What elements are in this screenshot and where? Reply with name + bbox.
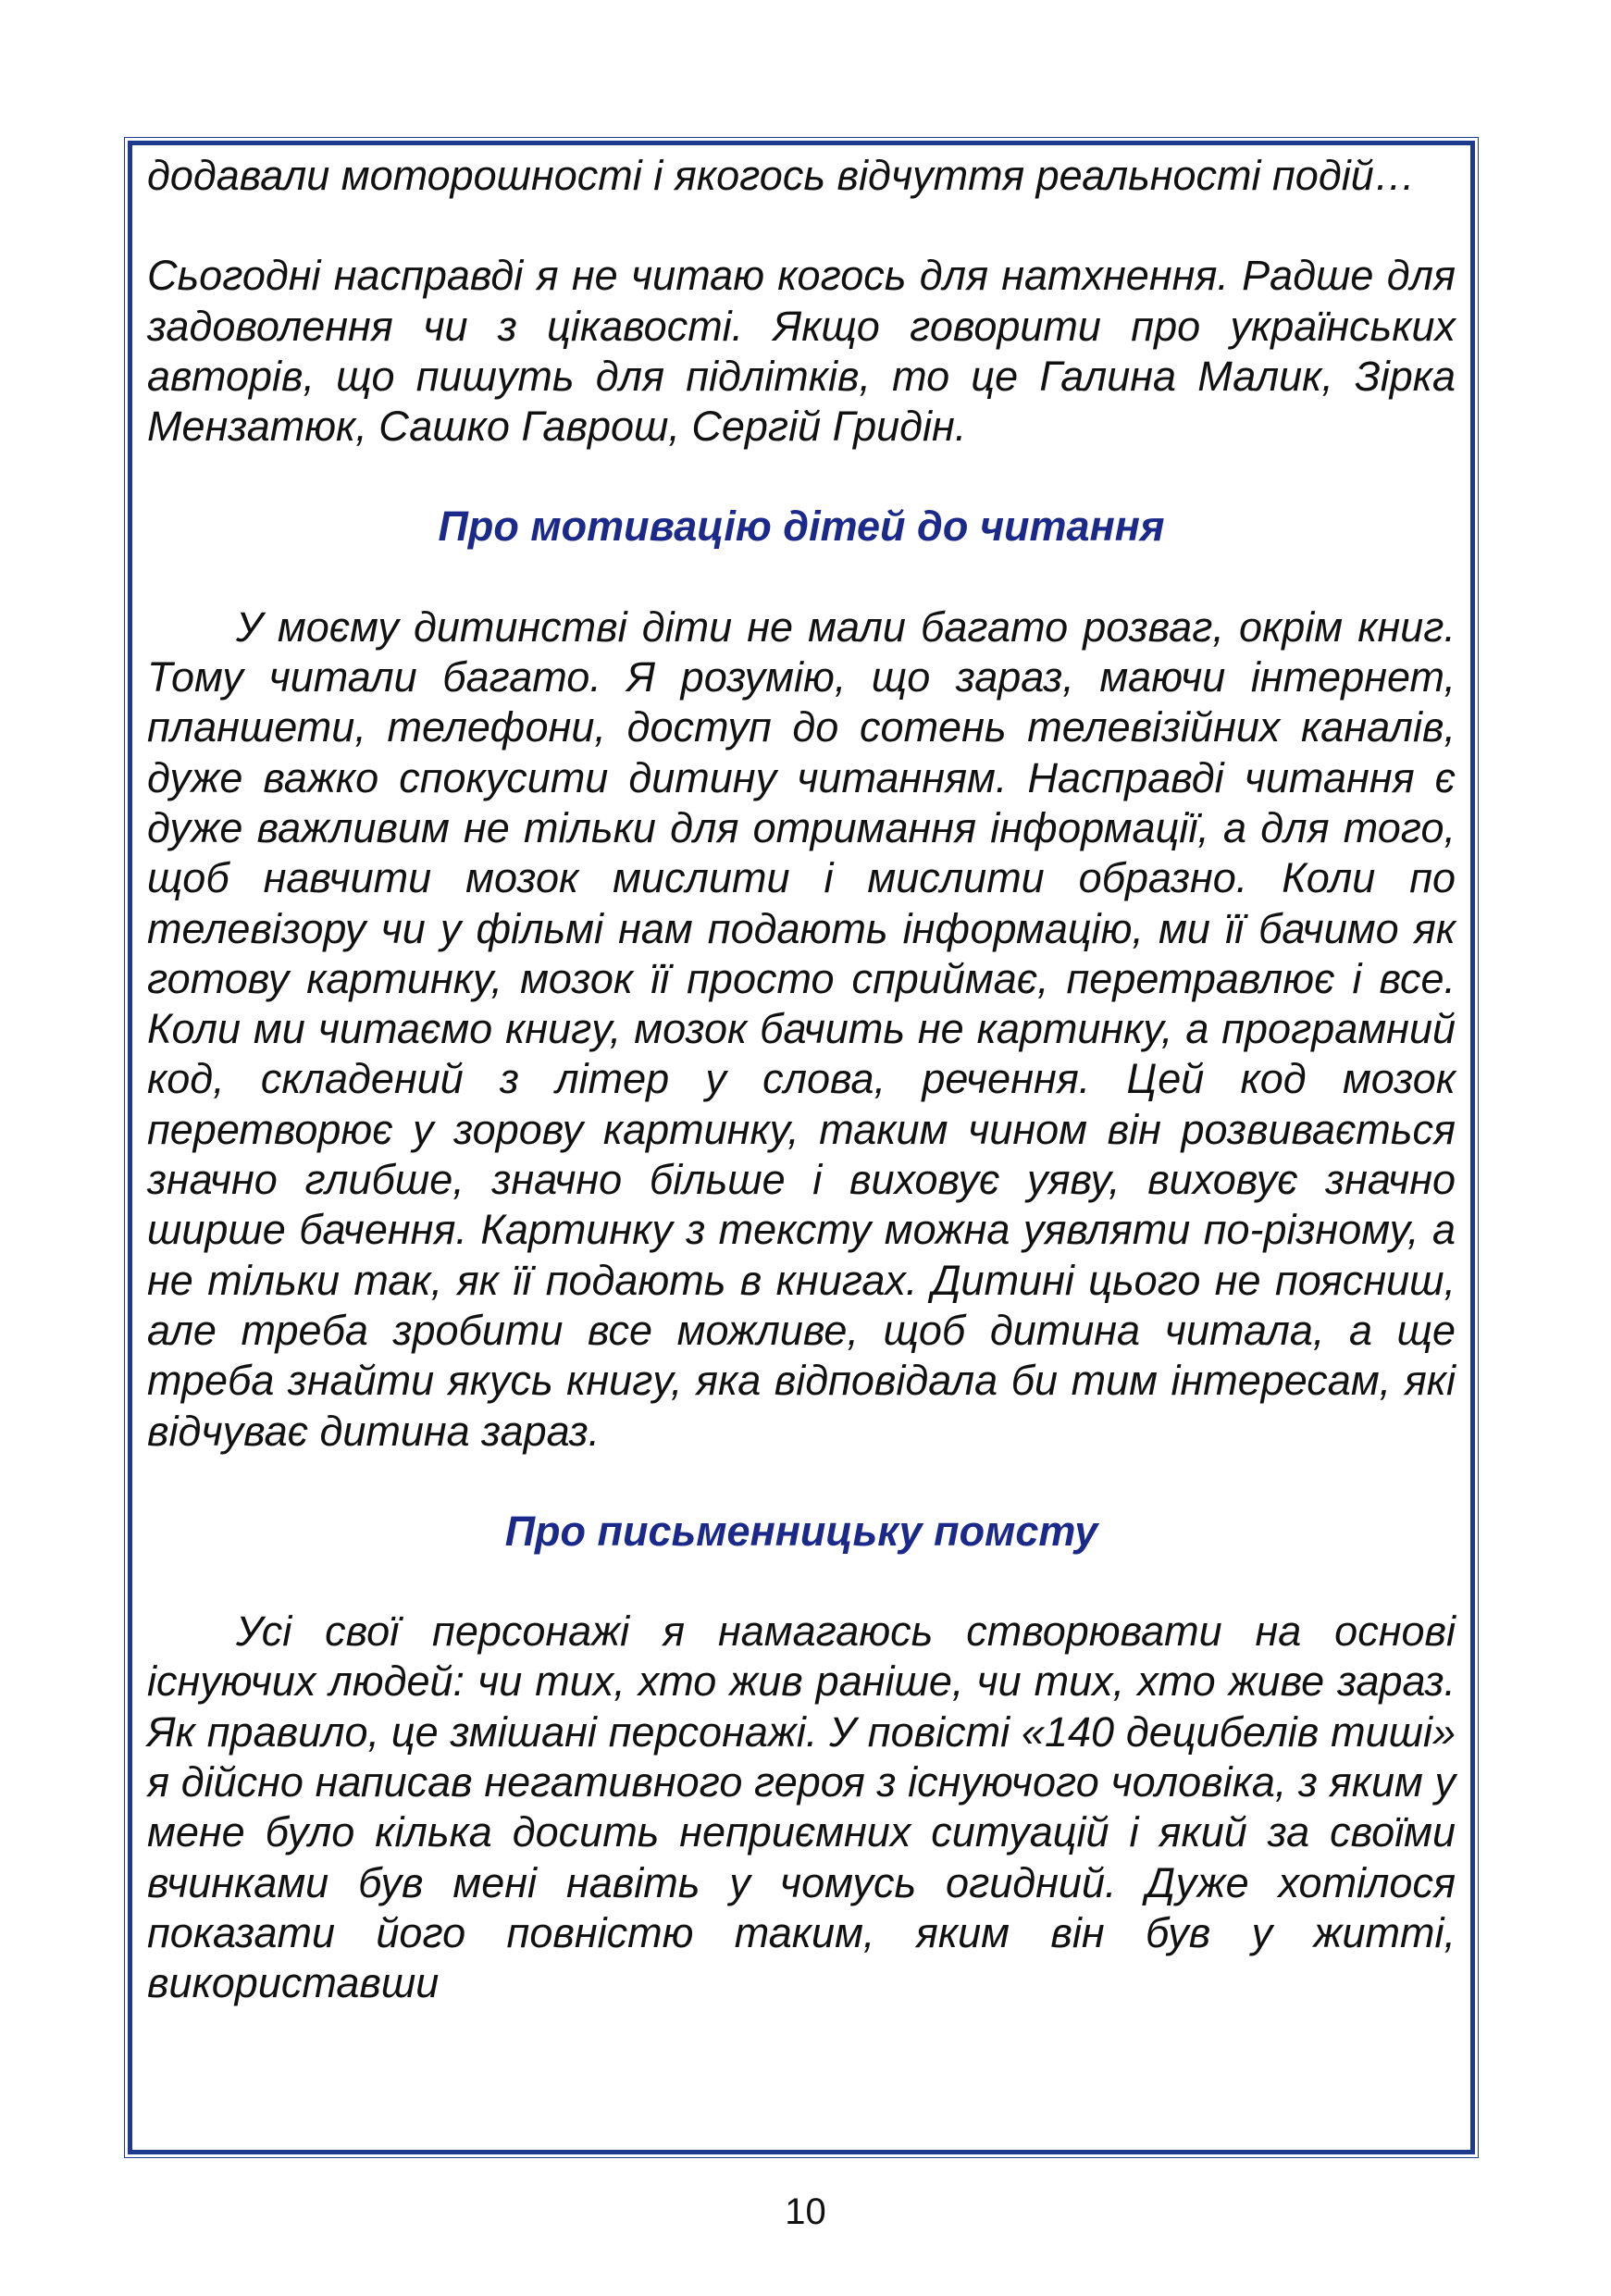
paragraph-gap [147,1457,1456,1507]
paragraph-gap [147,452,1456,502]
paragraph-continuation: додавали моторошності і якогось відчуття реальності подій… [147,152,1416,199]
text-frame [128,141,1475,2154]
paragraph-gap [147,1557,1456,1607]
section-heading-motivation: Про мотивацію дітей до читання [438,503,1165,551]
page-content [147,151,1456,2009]
paragraph-gap [147,201,1456,251]
page-number: 10 [785,2191,826,2232]
paragraph-motivation: У моєму дитинстві діти не мали багато розваг, окрім книг. Тому читали багато. Я розумію, що зараз, маючи інтернет, планшети, телефони, доступ до сотень телевізійних каналів, дуже важко спокусити дитину читанням. Насправді читання є дуже важливим не тільки для отримання інформації, а для того, щоб навчити мозок мислити і мислити образно. Коли по телевізору чи у фільмі нам подають інформацію, ми її бачимо як готову картинку, мозок її просто сприймає, перетравлює і все. Коли ми читаємо книгу, мозок бачить не картинку, а програмний код, складений з літер у слова, речення. Цей код мозок перетворює у зорову картинку, таким чином він розвивається значно глибше, значно більше і виховує уяву, виховує значно ширше бачення. Картинку з тексту можна уявляти по-різному, а не тільки так, як її подають в книгах. Дитині цього не поясниш, але треба зробити все можливе, щоб дитина читала, а ще треба знайти якусь книгу, яка відповідала би тим інтересам, які відчуває дитина зараз. [147,602,1456,1455]
paragraph-inspiration: Сьогодні насправді я не читаю когось для натхнення. Радше для задоволення чи з цікавості. Якщо говорити про українських авторів, що пишуть для підлітків, то це Галина Малик, Зірка Мензатюк, Сашко Гаврош, Сергій Гридін. [147,252,1456,451]
section-heading-revenge: Про письменницьку помсту [504,1507,1098,1555]
paragraph-gap [147,552,1456,602]
paragraph-revenge: Усі свої персонажі я намагаюсь створювати на основі існуючих людей: чи тих, хто жив раніше, чи тих, хто живе зараз. Як правило, це змішані персонажі. У повісті «140 децибелів тиші» я дійсно написав негативного героя з існуючого чоловіка, з яким у мене було кілька досить неприємних ситуацій і який за своїми вчинками був мені навіть у чомусь огидний. Дуже хотілося показати його повністю таким, яким він був у житті, використавши [147,1607,1456,2007]
